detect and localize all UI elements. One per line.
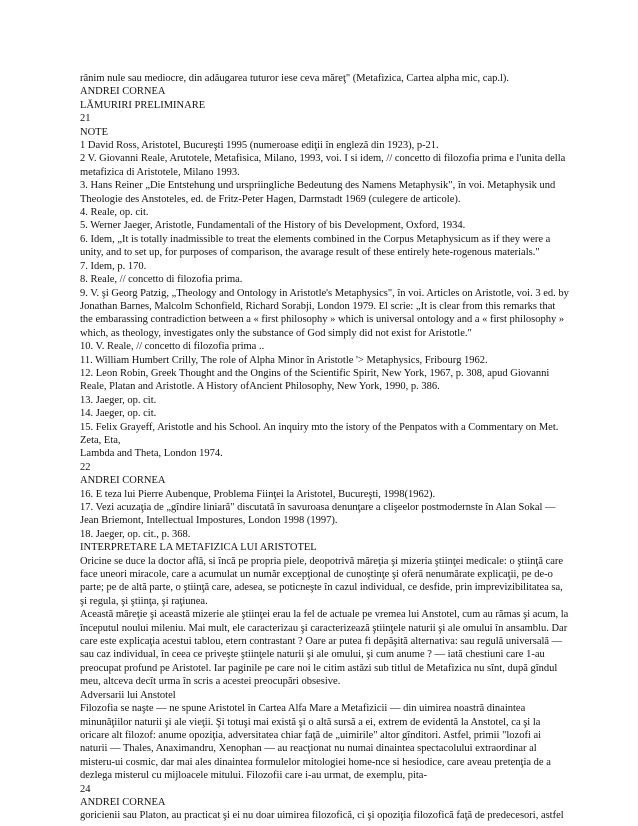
note-2: 2 V. Giovanni Reale, Arutotele, Metafisica, Milano, 1993, voi. I si idem, // concetto di filozofia prima e l'unita della metafizica di Aristotele, Milano 1993. <box>80 153 566 178</box>
note-9: 9. V. şi Georg Patzig, „Theology and Ontology in Aristotle's Metaphysics", în voi. Articles on Aristotle, voi. 3 ed. by Jonathan Barnes, Malcolm Schonfield, Richard Sorabji, London 1979. El scrie: „It is clear from this remarks that the embarassing contradiction between a « first philosophy » which is universal ontology and a « first philosophy » which, as theology, investigates only the substance of God simply did not exist for Aristotle." <box>80 287 569 339</box>
note-3: 3. Hans Reiner „Die Entstehung und urspriingliche Bedeutung des Namens Metaphysik", în voi. Metaphysik und Theologie des Anstoteles, ed. de Fritz-Peter Hagen, Darmstadt 1969 (culegere de articole). <box>80 180 556 205</box>
body-paragraph: Filozofia se naşte — ne spune Aristotel în Cartea Alfa Mare a Metafizicii — din uimirea noastră dinaintea minunăţiilor naturii şi ale vieţii. Şi totuşi mai există şi o altă sursă a ei, extrem de evidentă la Anstotel, ca şi la oricare alt filozof: anume opoziţia, adversitatea chiar faţă de „uimirile" altor gînditori. Astfel, primii "lozofi ai naturii — Thales, Anaximandru, Xenophan — au reacţionat nu numai dinaintea spectacolului extraordinar al misteru-ui cosmic, dar mai ales dinaintea formulelor mitologiei home-nce si hesiodice, care aveau pretenţia de a dezlega misterul cu mijloacele mitului. Filozofii care i-au urmat, de exemplu, pita- <box>80 703 551 782</box>
document-page <box>80 72 570 823</box>
note-12: 12. Leon Robin, Greek Thought and the Ongins of the Scientific Spirit, New York, 1967, p. 308, apud Giovanni Reale, Platan and Aristotle. A History ofAncient Philosophy, New York, 1990, p. 386. <box>80 367 550 393</box>
note-16: 16. E teza lui Pierre Aubenque, Problema Fiinţei la Aristotel, Bucureşti, 1998(1962). <box>80 488 436 500</box>
note-15-continued: Lambda and Theta, London 1974. <box>80 448 223 460</box>
note-10: 10. V. Reale, // concetto di filozofia prima .. <box>80 341 265 353</box>
note-14: 14. Jaeger, op. cit. <box>80 408 157 420</box>
note-5: 5. Werner Jaeger, Aristotle, Fundamentali of the History of bis Development, Oxford, 1934. <box>80 220 466 232</box>
body-paragraph: Această măreţie şi această mizerie ale ştiinţei erau la fel de actuale pe vremea lui Anstotel, cum au rămas şi acum, la începutul noului mileniu. Mai mult, ele caracterizau şi caracterizează ştiinţele naturii şi ale omului în ansamblu. Dar care este explicaţia acestui tablou, etern contrastant ? Oare ar putea fi depăşită alternativa: sau regulă universală — sau caz individual, în ceea ce priveşte ştiinţele naturii şi ale omului, şi cum anume ? — iată chestiuni care 1-au preocupat profund pe Aristotel. Iar paginile pe care noi le citim astăzi sub titlul de Metafizica nu sînt, după gîndul meu, altceva decît urma în scris a acestei preocupări obsesive. <box>80 609 569 688</box>
page-number: 21 <box>80 113 91 125</box>
note-1: 1 David Ross, Aristotel, Bucureşti 1995 (numeroase ediţii în engleză din 1923), p-21. <box>80 140 439 152</box>
note-6: 6. Idem, „It is totally inadmissible to treat the elements combined in the Corpus Metaphysicum as if they were a unity, and to set up, for purposes of comparison, the avarage result of these entirely hete-rogenous materials." <box>80 233 551 259</box>
note-4: 4. Reale, op. cit. <box>80 207 149 219</box>
note-18: 18. Jaeger, op. cit., p. 368. <box>80 528 191 540</box>
page-number: 22 <box>80 461 91 473</box>
body-paragraph: goricienii sau Platon, au practicat şi ei nu doar uimirea filozofică, ci şi opoziţia filozofică faţă de predecesori, astfel <box>80 810 564 822</box>
note-13: 13. Jaeger, op. cit. <box>80 394 157 406</box>
running-header: ANDREI CORNEA <box>80 86 166 98</box>
note-7: 7. Idem, p. 170. <box>80 260 147 272</box>
page-number: 24 <box>80 783 91 795</box>
note-15: 15. Felix Grayeff, Aristotle and his School. An inquiry mto the istory of the Penpatos with a Commentary on Met. Zeta, Eta, <box>80 421 559 446</box>
running-header: ANDREI CORNEA <box>80 475 166 487</box>
subsection-heading: Adversarii lui Anstotel <box>80 689 176 701</box>
section-heading: LĂMURIRI PRELIMINARE <box>80 99 206 111</box>
notes-heading: NOTE <box>80 126 108 138</box>
note-11: 11. William Humbert Crilly, The role of Alpha Minor în Aristotle '> Metaphysics, Fribourg 1962. <box>80 354 488 366</box>
note-8: 8. Reale, // concetto di filozofia prima. <box>80 274 243 286</box>
chapter-heading: INTERPRETARE LA METAFIZICA LUI ARISTOTEL <box>80 542 317 554</box>
text-line: rânim nule sau mediocre, din adăugarea tuturor iese ceva măreţ" (Metafizica, Cartea alpha mic, cap.l). <box>80 73 510 84</box>
body-paragraph: Oricine se duce la doctor află, si încă pe propria piele, deopotrivă măreţia şi mizeria ştiinţei medicale: o ştiinţă care face uneori miracole, care a acumulat un număr excepţional de cunoştinţe şi oferă nenumărate explicaţii, pe de-o parte; pe de altă parte, o ştiinţă care, adesea, se poticneşte în cazul individual, ce desfide, prin imprevizibilitatea sa, şi regula, şi ştiinţa, şi raţiunea. <box>80 555 564 607</box>
running-header: ANDREI CORNEA <box>80 796 166 808</box>
note-17: 17. Vezi acuzaţia de „gîndire liniară" discutată în savuroasa denunţare a clişeelor postmodernste în Alan Sokal — Jean Briemont, Intellectual Impostures, London 1998 (1997). <box>80 502 556 527</box>
